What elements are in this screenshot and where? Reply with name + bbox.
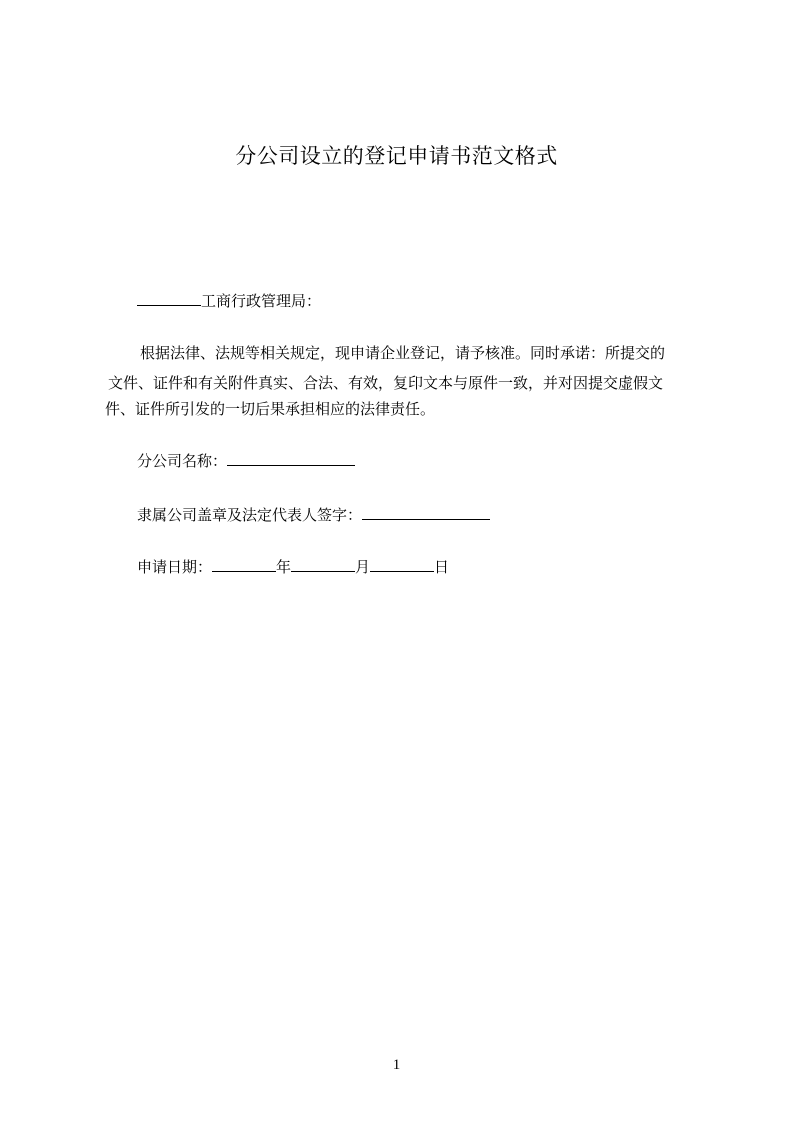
body-line-2: 文件、证件和有关附件真实、合法、有效，复印文本与原件一致，并对因提交虚假文 [108,374,664,392]
signature-field [137,505,490,525]
body-line-1: 根据法律、法规等相关规定，现申请企业登记，请予核准。同时承诺：所提交的 [140,344,666,362]
addressee-line [137,291,321,311]
page-number: 1 [392,1057,401,1073]
year-unit: 年 [276,558,292,576]
document-title: 分公司设立的登记申请书范文格式 [235,144,558,168]
branch-name-label: 分公司名称： [137,452,228,470]
body-line-3: 件、证件所引发的一切后果承担相应的法律责任。 [105,400,436,418]
date-label: 申请日期： [137,558,213,576]
day-unit: 日 [434,558,450,576]
date-field [137,557,449,577]
addressee-text: 工商行政管理局： [201,292,322,310]
day-blank[interactable] [370,557,434,572]
signature-blank[interactable] [362,505,490,520]
month-unit: 月 [355,558,371,576]
addressee-blank[interactable] [137,291,201,306]
branch-name-field [137,451,355,471]
year-blank[interactable] [212,557,276,572]
month-blank[interactable] [291,557,355,572]
branch-name-blank[interactable] [227,451,355,466]
signature-label: 隶属公司盖章及法定代表人签字： [137,506,363,524]
